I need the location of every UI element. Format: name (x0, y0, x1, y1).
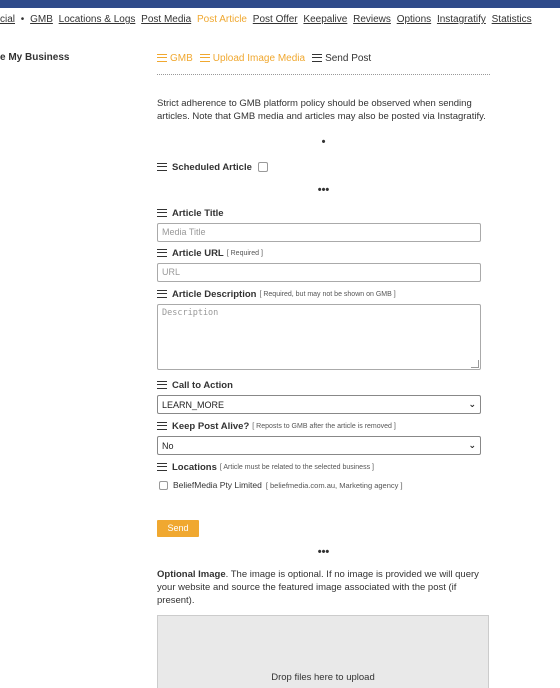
keep-alive-label-row (157, 419, 490, 433)
send-button[interactable]: Send (157, 520, 199, 537)
subnav-send-label: Send Post (325, 52, 372, 64)
call-to-action-label-row (157, 378, 490, 392)
optional-image-text (157, 568, 489, 607)
dropzone-text: Drop files here to upload (271, 672, 375, 683)
locations-note: [ Article must be related to the selected business ] (219, 463, 374, 471)
separator-dot: • (321, 136, 326, 148)
separator-dots: ••• (317, 546, 330, 558)
nav-item-gmb[interactable]: GMB (30, 14, 53, 25)
top-bar (0, 0, 560, 8)
menu-icon (312, 54, 322, 62)
sidebar-heading: e My Business (0, 52, 70, 63)
nav-item-statistics[interactable]: Statistics (491, 14, 532, 25)
separator-dots: ••• (317, 184, 330, 196)
resize-handle-icon[interactable] (471, 360, 479, 368)
article-title-label-row (157, 206, 490, 220)
article-url-note: [ Required ] (226, 249, 263, 257)
nav-separator: • (20, 14, 25, 25)
article-url-label-row (157, 246, 490, 260)
menu-icon (200, 54, 210, 62)
location-checkbox[interactable] (159, 481, 168, 490)
keep-alive-label: Keep Post Alive? (172, 420, 250, 432)
nav-item-post-media[interactable]: Post Media (141, 14, 192, 25)
location-item (157, 478, 490, 492)
nav-item-instagratify[interactable]: Instagratify (436, 14, 486, 25)
subnav-gmb-label: GMB (170, 52, 193, 64)
article-description-label-row (157, 287, 490, 301)
nav-item-locations-logs[interactable]: Locations & Logs (58, 14, 136, 25)
optional-image-bold: Optional Image (157, 569, 226, 580)
menu-icon (157, 422, 167, 430)
location-name: BeliefMedia Pty Limited (173, 480, 262, 490)
menu-icon (157, 54, 167, 62)
call-to-action-select[interactable] (157, 395, 481, 414)
article-description-label: Article Description (172, 288, 257, 300)
nav-item-social[interactable]: cial (0, 14, 16, 25)
policy-notice: Strict adherence to GMB platform policy should be observed when sending articles. Note that GMB media and articles may also be posted via Instagratify. (157, 98, 486, 122)
menu-icon (157, 381, 167, 389)
call-to-action-label: Call to Action (172, 379, 233, 391)
nav-item-options[interactable]: Options (396, 14, 432, 25)
subnav-gmb[interactable] (157, 53, 193, 64)
nav-item-keepalive[interactable]: Keepalive (303, 14, 348, 25)
nav-item-reviews[interactable]: Reviews (353, 14, 391, 25)
main-nav (0, 14, 535, 30)
keep-alive-select[interactable] (157, 436, 481, 455)
chevron-down-icon: ⌄ (468, 399, 476, 409)
article-title-label: Article Title (172, 207, 224, 219)
menu-icon (157, 163, 167, 171)
nav-item-post-offer[interactable]: Post Offer (252, 14, 298, 25)
send-row (157, 518, 490, 535)
menu-icon (157, 290, 167, 298)
keep-alive-value: No (162, 440, 174, 451)
chevron-down-icon: ⌄ (468, 440, 476, 450)
menu-icon (157, 249, 167, 257)
scheduled-article-checkbox[interactable] (258, 162, 268, 172)
call-to-action-value: LEARN_MORE (162, 399, 225, 410)
optional-image-description: . The image is optional. If no image is provided we will query your website and source the featured image associated with the post (if present). (157, 569, 479, 606)
divider (157, 74, 490, 75)
article-description-note: [ Required, but may not be shown on GMB ] (259, 290, 396, 298)
subnav-send-post[interactable] (312, 53, 371, 64)
locations-label-row (157, 460, 490, 474)
nav-item-post-article[interactable]: Post Article (196, 14, 247, 25)
description-placeholder: Description (162, 308, 219, 318)
menu-icon (157, 209, 167, 217)
subnav-upload-label: Upload Image Media (212, 52, 306, 64)
article-url-label: Article URL (172, 247, 224, 259)
locations-label: Locations (172, 461, 217, 473)
keep-alive-note: [ Reposts to GMB after the article is removed ] (252, 422, 396, 430)
sub-nav (157, 48, 490, 68)
image-dropzone[interactable] (157, 615, 489, 688)
article-title-input[interactable]: Media Title (157, 223, 481, 242)
scheduled-article-label: Scheduled Article (172, 161, 252, 173)
scheduled-article-row (157, 160, 490, 174)
main-content (157, 48, 490, 688)
menu-icon (157, 463, 167, 471)
subnav-upload-image-media[interactable] (200, 53, 305, 64)
article-url-input[interactable]: URL (157, 263, 481, 282)
article-description-textarea[interactable] (157, 304, 481, 370)
location-meta: [ beliefmedia.com.au, Marketing agency ] (265, 480, 403, 490)
